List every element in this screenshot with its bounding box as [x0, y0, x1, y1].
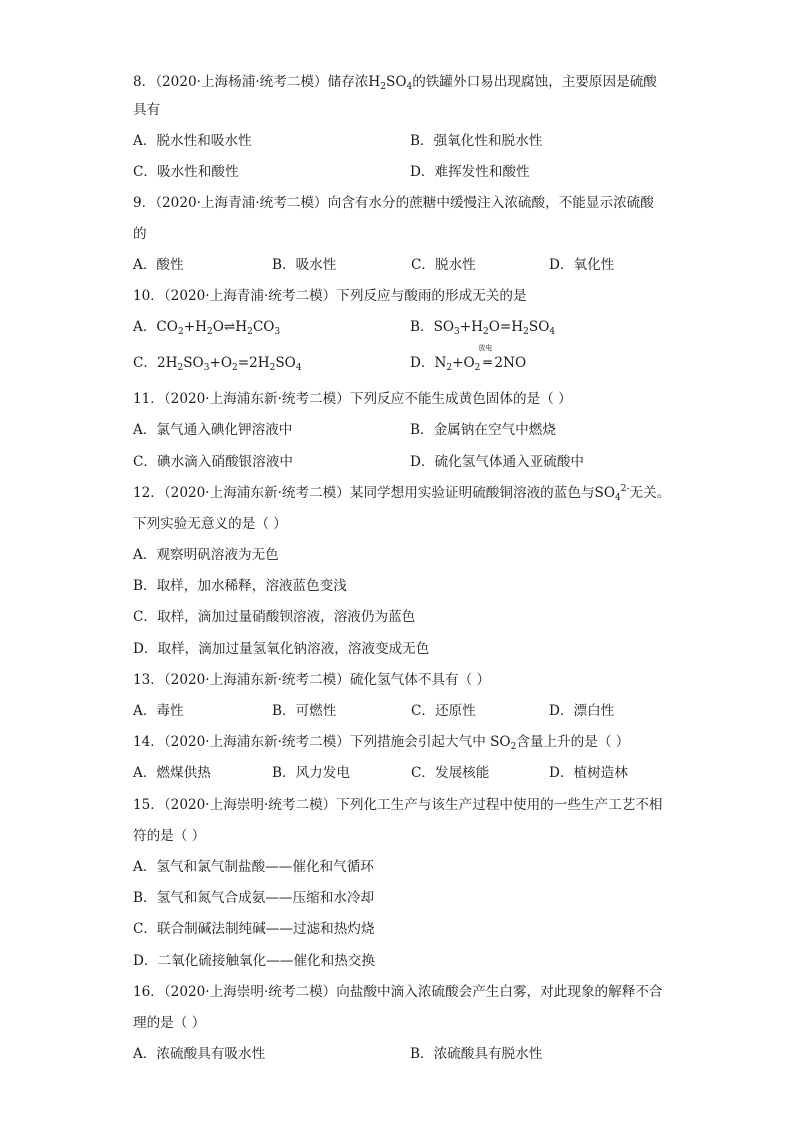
q10-option-c: C．$2H_2SO_3+O_2=2H_2SO_4$ [133, 355, 302, 373]
q9-option-c: C．脱水性 [411, 257, 476, 273]
q11-options-row2 [133, 453, 693, 471]
q15-stem-line2: 符的是（ ） [133, 828, 206, 844]
q12-option-c: C．取样，滴加过量硝酸钡溶液，溶液仍为蓝色 [133, 609, 416, 625]
q14-stem: 14．（2020·上海浦东新·统考二模）下列措施会引起大气中 $SO_2$含量上升的是（ ） [133, 734, 630, 752]
q15-option-d: D．二氧化硫接触氧化——催化和热交换 [133, 953, 375, 969]
q16-option-b: B．浓硫酸具有脱水性 [410, 1046, 543, 1062]
q15-option-a: A．氢气和氯气制盐酸——催化和气循环 [133, 859, 374, 875]
q15-option-c: C．联合制碱法制纯碱——过滤和热灼烧 [133, 921, 375, 937]
reaction-condition-arrow: 放电 ═ [478, 344, 493, 371]
q10-option-b: B．$SO_3+H_2O=H_2SO_4$ [410, 319, 556, 337]
q11-option-d: D．硫化氢气体通入亚硫酸中 [410, 454, 585, 470]
q13-option-a: A．毒性 [133, 703, 184, 719]
q12-option-b: B．取样，加水稀释，溶液蓝色变浅 [133, 578, 347, 594]
q9-options [133, 256, 693, 274]
q8-option-a: A．脱水性和吸水性 [133, 133, 252, 149]
q14-options [133, 764, 693, 782]
q12-option-a: A．观察明矾溶液为无色 [133, 547, 279, 563]
q8-options-row2 [133, 163, 693, 181]
q15-option-b: B．氢气和氮气合成氨——压缩和水冷却 [133, 890, 375, 906]
q8-stem-line2: 具有 [133, 102, 161, 118]
q8-option-d: D．难挥发性和酸性 [410, 164, 530, 180]
q14-option-d: D．植树造林 [549, 765, 628, 781]
q12-option-d: D．取样，滴加过量氢氧化钠溶液，溶液变成无色 [133, 641, 430, 657]
q9-stem-line1: 9．（2020·上海青浦·统考二模）向含有水分的蔗糖中缓慢注入浓硫酸，不能显示浓硫酸 [133, 195, 654, 211]
q11-option-a: A．氯气通入碘化钾溶液中 [133, 422, 293, 438]
q11-stem: 11．（2020·上海浦东新·统考二模）下列反应不能生成黄色固体的是（ ） [133, 391, 572, 407]
q8-option-c: C．吸水性和酸性 [133, 164, 239, 180]
q11-options-row1 [133, 421, 693, 439]
q9-option-d: D．氧化性 [549, 257, 615, 273]
q10-options-row1 [133, 318, 693, 336]
q8-stem-line1: 8．（2020·上海杨浦·统考二模）储存浓$H_2SO_4$的铁罐外口易出现腐蚀，主要原因是硫酸 [133, 74, 657, 92]
q9-option-b: B．吸水性 [272, 257, 337, 273]
q13-option-c: C．还原性 [411, 703, 476, 719]
q12-stem-line2: 下列实验无意义的是（ ） [133, 516, 287, 532]
q10-option-a: A．$CO_2+H_2O\rightleftharpoons H_2CO_3$ [133, 319, 281, 337]
q14-option-b: B．风力发电 [272, 765, 350, 781]
q11-option-c: C．碘水滴入硝酸银溶液中 [133, 454, 293, 470]
q10-option-d: D．$N_2+O_2$ 放电 ═ 2NO [410, 344, 527, 373]
q16-stem-line1: 16．（2020·上海崇明·统考二模）向盐酸中滴入浓硫酸会产生白雾，对此现象的解释不合 [133, 984, 663, 1000]
q12-stem-line1: 12．（2020·上海浦东新·统考二模）某同学想用实验证明硫酸铜溶液的蓝色与$SO_4^{2-}$无关。 [133, 484, 671, 503]
q8-option-b: B．强氧化性和脱水性 [410, 133, 543, 149]
q14-option-c: C．发展核能 [411, 765, 490, 781]
q14-option-a: A．燃煤供热 [133, 765, 211, 781]
q13-stem: 13．（2020·上海浦东新·统考二模）硫化氢气体不具有（ ） [133, 672, 491, 688]
q10-stem: 10．（2020·上海青浦·统考二模）下列反应与酸雨的形成无关的是 [133, 288, 527, 304]
q16-stem-line2: 理的是（ ） [133, 1015, 206, 1031]
q8-options-row1 [133, 132, 693, 150]
q9-option-a: A．酸性 [133, 257, 184, 273]
q13-option-d: D．漂白性 [549, 703, 615, 719]
q15-stem-line1: 15．（2020·上海崇明·统考二模）下列化工生产与该生产过程中使用的一些生产工艺不相 [133, 797, 663, 813]
q9-stem-line2: 的 [133, 226, 147, 242]
q16-options [133, 1045, 693, 1063]
q11-option-b: B．金属钠在空气中燃烧 [410, 422, 556, 438]
q16-option-a: A．浓硫酸具有吸水性 [133, 1046, 266, 1062]
q13-options [133, 702, 693, 720]
q10-options-row2 [133, 344, 693, 373]
q13-option-b: B．可燃性 [272, 703, 337, 719]
